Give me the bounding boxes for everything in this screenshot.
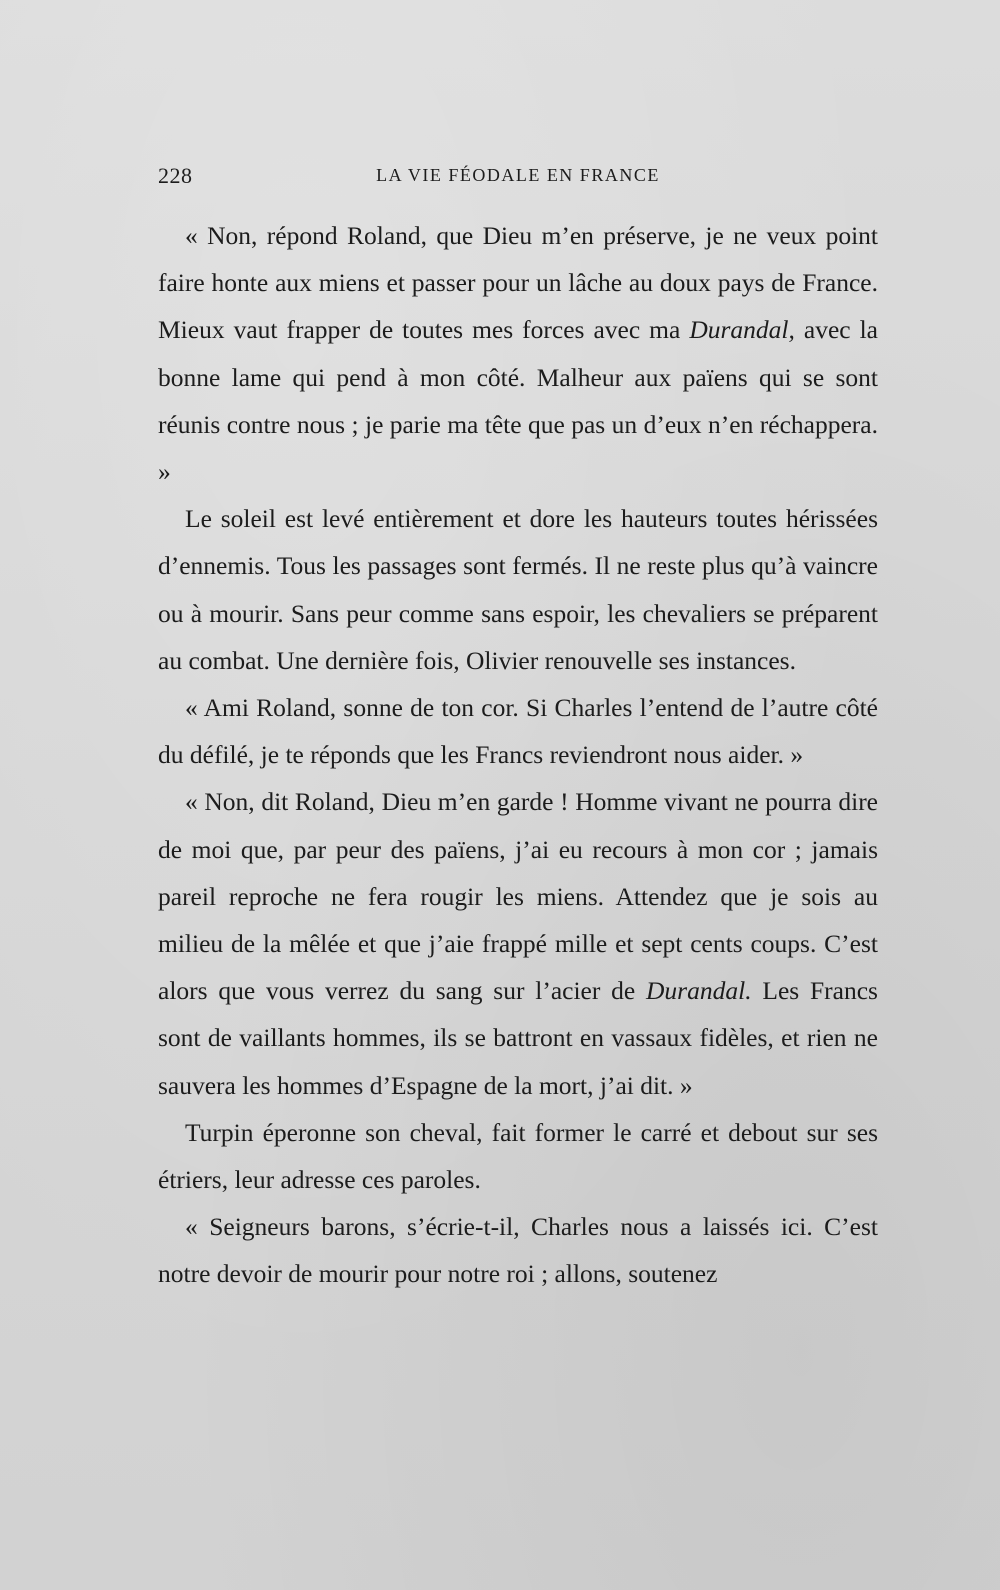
paragraph-roland-refusal (158, 212, 878, 495)
running-title: LA VIE FÉODALE EN FRANCE (376, 165, 660, 185)
paragraph-olivier-plea: « Ami Roland, sonne de ton cor. Si Charles l’entend de l’autre côté du défilé, je te réponds que les Francs reviendront nous aider. » (158, 693, 878, 770)
paragraph-turpin-speech: « Seigneurs barons, s’écrie-t-il, Charles nous a laissés ici. C’est notre devoir de mourir pour notre roi ; allons, soutenez (158, 1212, 878, 1289)
body-text (158, 212, 878, 1298)
paragraph-text: « Non, répond Roland, que Dieu m’en préserve, je ne veux point faire honte aux miens et passer pour un lâche au doux pays de France. Mieux vaut frapper de toutes mes forces avec ma (158, 221, 878, 345)
paragraph-text: « Non, dit Roland, Dieu m’en garde ! Homme vivant ne pourra dire de moi que, par peur des païens, j’ai eu recours à mon cor ; jamais pareil reproche ne fera rougir les miens. Attendez que je sois au milieu de la mêlée et que j’aie frappé mille et sept cents coups. C’est alors que vous verrez du sang sur l’acier de (158, 787, 878, 1006)
paragraph-turpin: Turpin éperonne son cheval, fait former le carré et debout sur ses étriers, leur adresse ces paroles. (158, 1117, 878, 1195)
paragraph-roland-second-refusal (158, 778, 878, 1108)
paragraph-text: Les Francs sont de vaillants hommes, ils se battront en vassaux fidèles, et rien ne sauvera les hommes d’Espagne de la mort, j’ai dit. » (158, 976, 878, 1100)
italic-sword-name: Durandal. (646, 976, 752, 1006)
running-head (158, 163, 878, 193)
page-number: 228 (158, 163, 193, 188)
italic-sword-name: Durandal, (689, 315, 795, 345)
paragraph-sunrise: Le soleil est levé entièrement et dore les hauteurs toutes hérissées d’ennemis. Tous les passages sont fermés. Il ne reste plus qu’à vaincre ou à mourir. Sans peur comme sans espoir, les chevaliers se préparent au combat. Une dernière fois, Olivier renouvelle ses instances. (158, 504, 878, 675)
paragraph-text: avec la bonne lame qui pend à mon côté. Malheur aux païens qui se sont réunis contre nous ; je parie ma tête que pas un d’eux n’en réchappera. » (158, 315, 879, 487)
